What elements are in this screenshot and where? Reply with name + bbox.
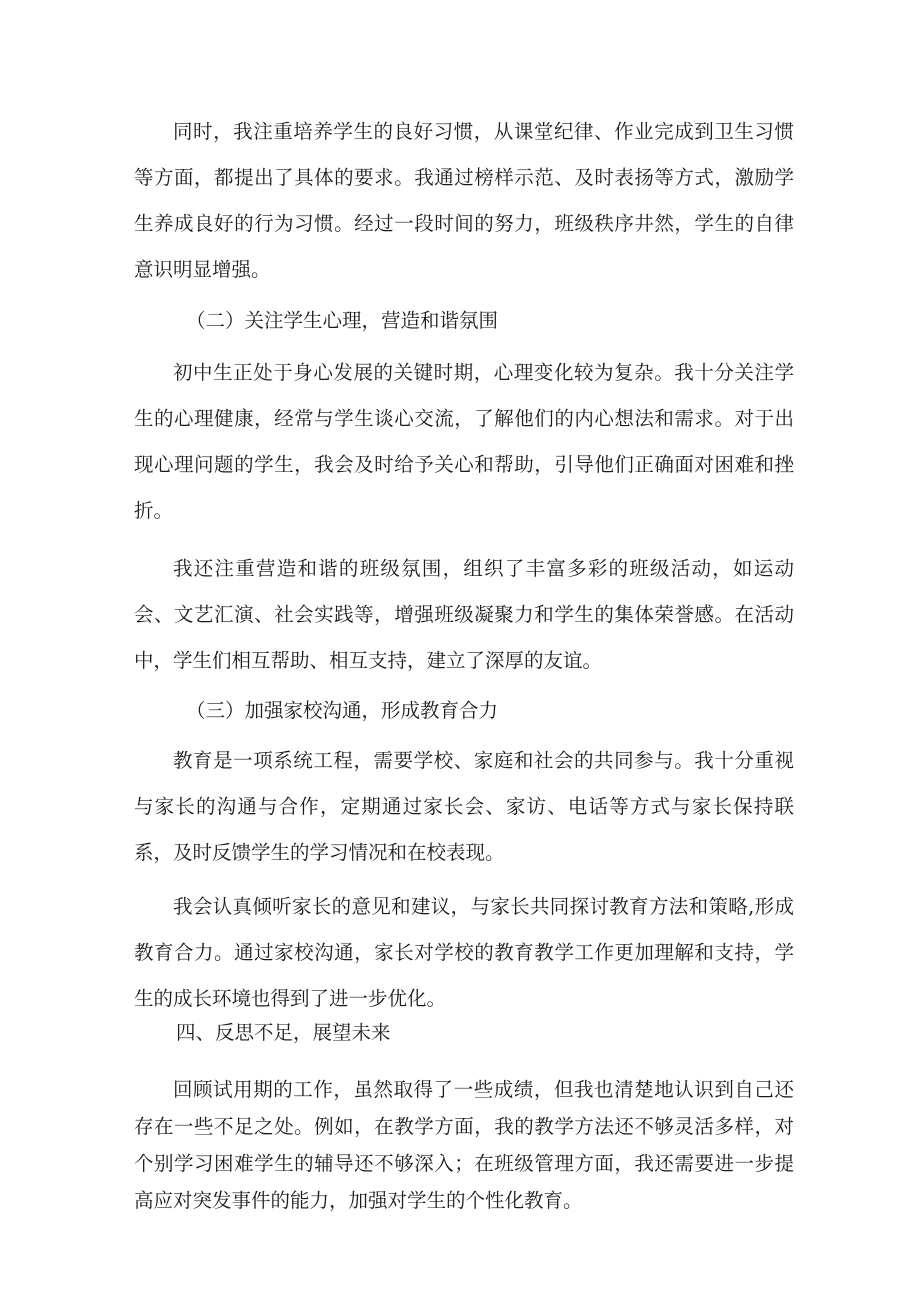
paragraph-habits: 同时，我注重培养学生的良好习惯，从课堂纪律、作业完成到卫生习惯等方面，都提出了具体的要求。我通过榜样示范、及时表扬等方式，激励学生养成良好的行为习惯。经过一段时间的努力，班级秩序井然，学生的自律意识明显增强。 [134, 120, 794, 281]
paragraph-home-school-communication: 教育是一项系统工程，需要学校、家庭和社会的共同参与。我十分重视与家长的沟通与合作，定期通过家长会、家访、电话等方式与家长保持联系，及时反馈学生的学习情况和在校表现。 [134, 749, 794, 864]
section-heading-reflection: 四、反思不足，展望未来 [176, 1021, 391, 1044]
paragraph-class-atmosphere: 我还注重营造和谐的班级氛围，组织了丰富多彩的班级活动，如运动会、文艺汇演、社会实践等，增强班级凝聚力和学生的集体荣誉感。在活动中，学生们相互帮助、相互支持，建立了深厚的友谊。 [134, 557, 794, 672]
section-heading-home-school: （三）加强家校沟通，形成教育合力 [186, 699, 499, 722]
paragraph-parent-feedback: 我会认真倾听家长的意见和建议，与家长共同探讨教育方法和策略,形成教育合力。通过家校沟通，家长对学校的教育教学工作更加理解和支持，学生的成长环境也得到了进一步优化。 [134, 895, 794, 1010]
paragraph-reflection: 回顾试用期的工作，虽然取得了一些成绩，但我也清楚地认识到自己还存在一些不足之处。例如，在教学方面，我的教学方法还不够灵活多样，对个别学习困难学生的辅导还不够深入；在班级管理方面，我还需要进一步提高应对突发事件的能力，加强对学生的个性化教育。 [134, 1078, 794, 1212]
paragraph-psychology: 初中生正处于身心发展的关键时期，心理变化较为复杂。我十分关注学生的心理健康，经常与学生谈心交流，了解他们的内心想法和需求。对于出现心理问题的学生，我会及时给予关心和帮助，引导他们正确面对困难和挫折。 [134, 361, 794, 522]
section-heading-psychology: （二）关注学生心理，营造和谐氛围 [186, 309, 499, 332]
